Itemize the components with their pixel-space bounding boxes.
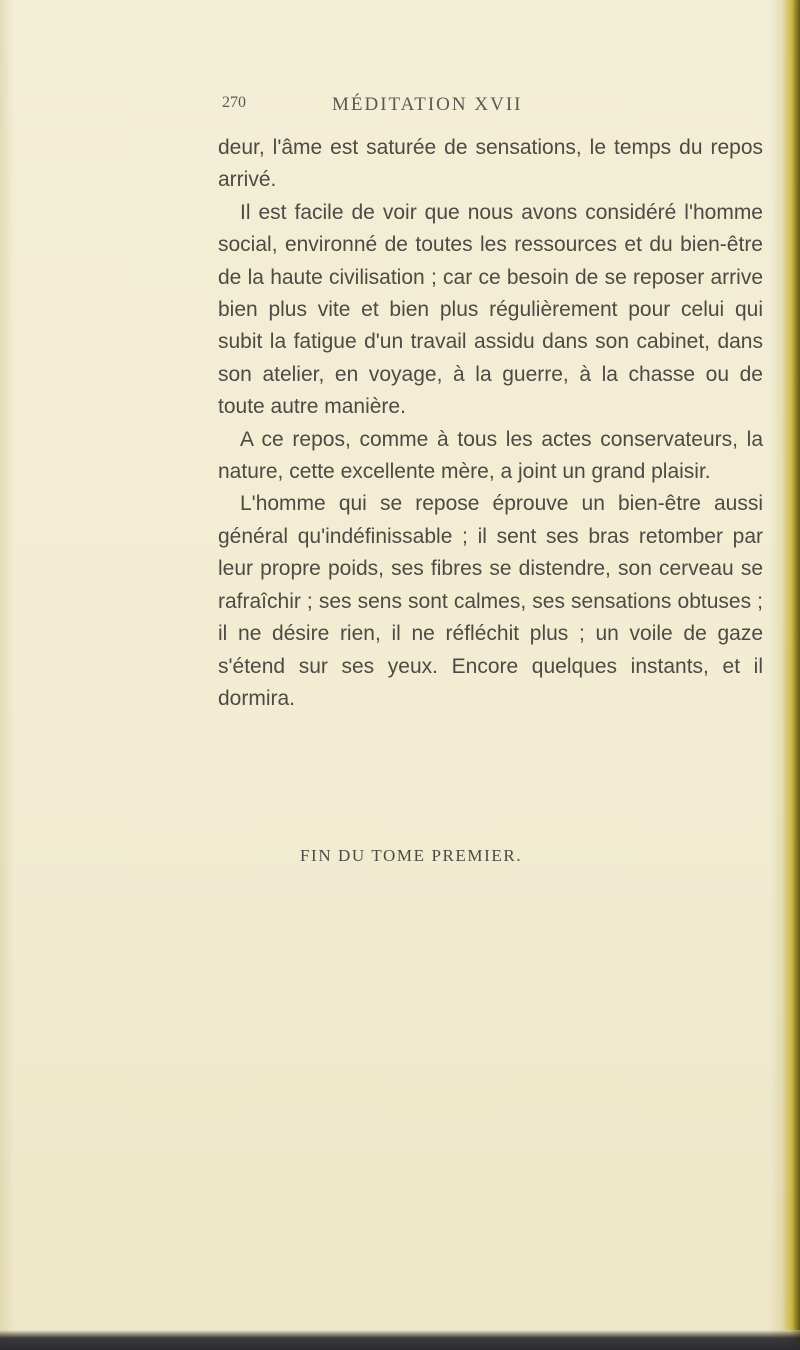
end-of-volume-label: FIN DU TOME PREMIER.	[300, 846, 523, 865]
body-text	[218, 132, 763, 715]
paragraph: L'homme qui se repose éprouve un bien-être aussi général qu'indéfinissable ; il sent ses bras retomber par leur propre poids, ses fibres se distendre, son cerveau se rafraîchir ; ses sens sont calmes, ses sensations obtuses ; il ne désire rien, il ne réfléchit plus ; un voile de gaze s'étend sur ses yeux. Encore quelques instants, et il dormira.	[218, 492, 763, 710]
page-number: 270	[222, 94, 246, 111]
page-left-edge	[0, 0, 14, 1350]
paragraph: A ce repos, comme à tous les actes conservateurs, la nature, cette excellente mère, a joint un grand plaisir.	[218, 427, 763, 484]
paragraph: Il est facile de voir que nous avons considéré l'homme social, environné de toutes les ressources et du bien-être de la haute civilisation ; car ce besoin de se reposer arrive bien plus vite et bien plus régulièrement pour celui qui subit la fatigue d'un travail assidu dans son cabinet, dans son atelier, en voyage, à la guerre, à la chasse ou de toute autre manière.	[218, 200, 763, 419]
page-right-edge	[782, 0, 800, 1330]
running-title: MÉDITATION XVII	[332, 94, 523, 115]
page-bottom-edge	[0, 1330, 800, 1350]
paragraph-continuation: deur, l'âme est saturée de sensations, le temps du repos arrivé.	[218, 136, 763, 192]
